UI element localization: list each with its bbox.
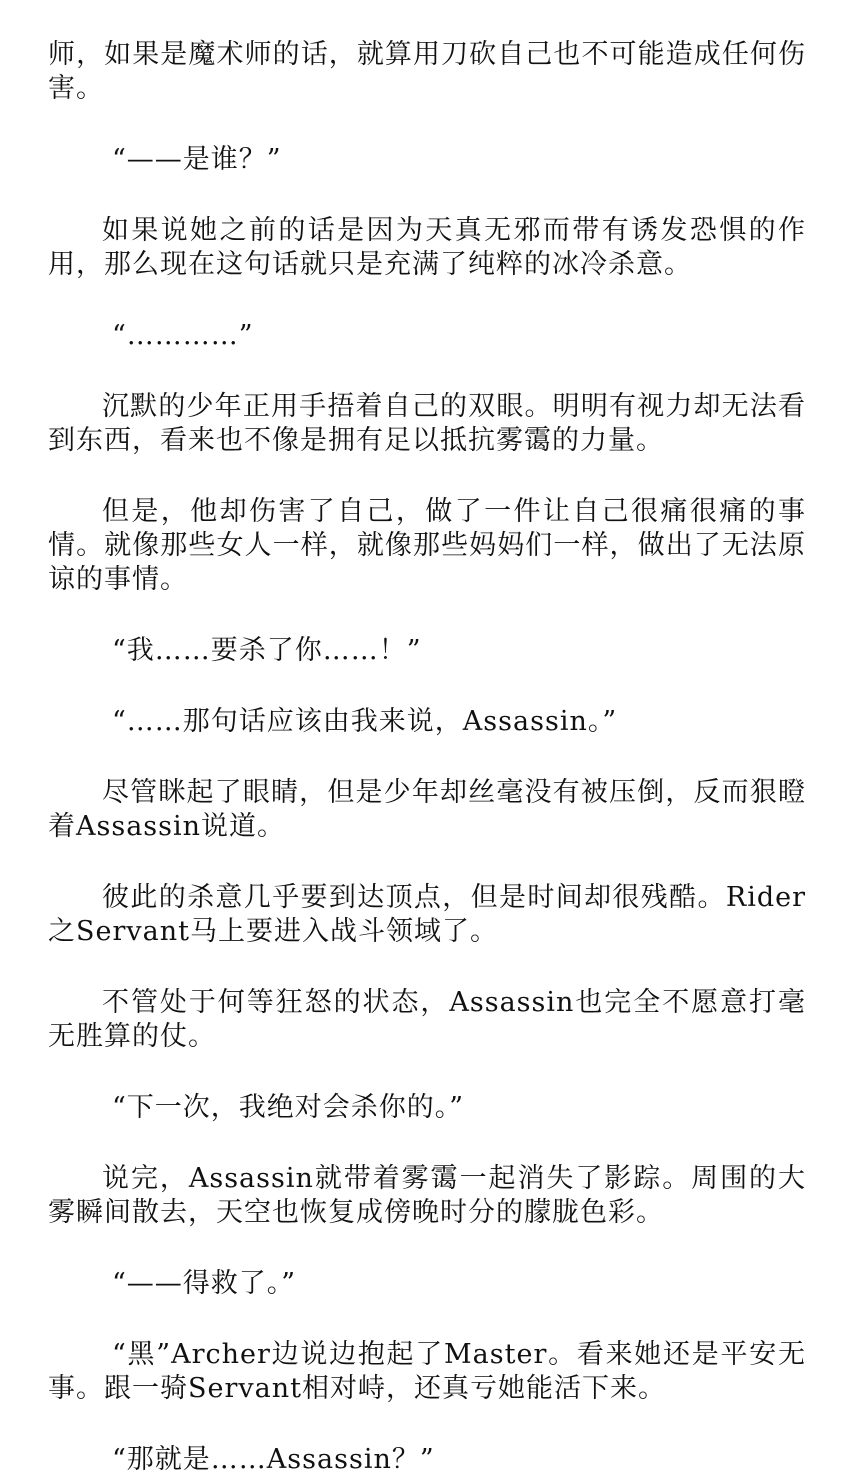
paragraph: 尽管眯起了眼睛，但是少年却丝毫没有被压倒，反而狠瞪着Assassin说道。 <box>48 777 806 842</box>
paragraph: “黑”Archer边说边抱起了Master。看来她还是平安无事。跟一骑Servant相对峙，还真亏她能活下来。 <box>48 1339 806 1404</box>
paragraph-continued: 师，如果是魔术师的话，就算用刀砍自己也不可能造成任何伤害。 <box>48 39 806 104</box>
dialogue-line: “下一次，我绝对会杀你的。” <box>112 1092 465 1123</box>
paragraph: 不管处于何等狂怒的状态，Assassin也完全不愿意打毫无胜算的仗。 <box>48 987 806 1052</box>
paragraph: 彼此的杀意几乎要到达顶点，但是时间却很残酷。Rider之Servant马上要进入战斗领域了。 <box>48 882 806 947</box>
dialogue-line: “——是谁？” <box>112 144 282 175</box>
paragraph: 沉默的少年正用手捂着自己的双眼。明明有视力却无法看到东西，看来也不像是拥有足以抵抗雾霭的力量。 <box>48 391 806 456</box>
paragraph: 说完，Assassin就带着雾霭一起消失了影踪。周围的大雾瞬间散去，天空也恢复成傍晚时分的朦胧色彩。 <box>48 1163 806 1228</box>
dialogue-line: “那就是……Assassin？” <box>112 1444 435 1475</box>
dialogue-line: “——得救了。” <box>112 1268 297 1299</box>
dialogue-line: “…………” <box>112 320 254 351</box>
paragraph: 如果说她之前的话是因为天真无邪而带有诱发恐惧的作用，那么现在这句话就只是充满了纯粹的冰冷杀意。 <box>48 215 806 280</box>
dialogue-line: “……那句话应该由我来说，Assassin。” <box>112 706 618 737</box>
dialogue-line: “我……要杀了你……！” <box>112 635 422 666</box>
paragraph: 但是，他却伤害了自己，做了一件让自己很痛很痛的事情。就像那些女人一样，就像那些妈妈们一样，做出了无法原谅的事情。 <box>48 496 806 595</box>
